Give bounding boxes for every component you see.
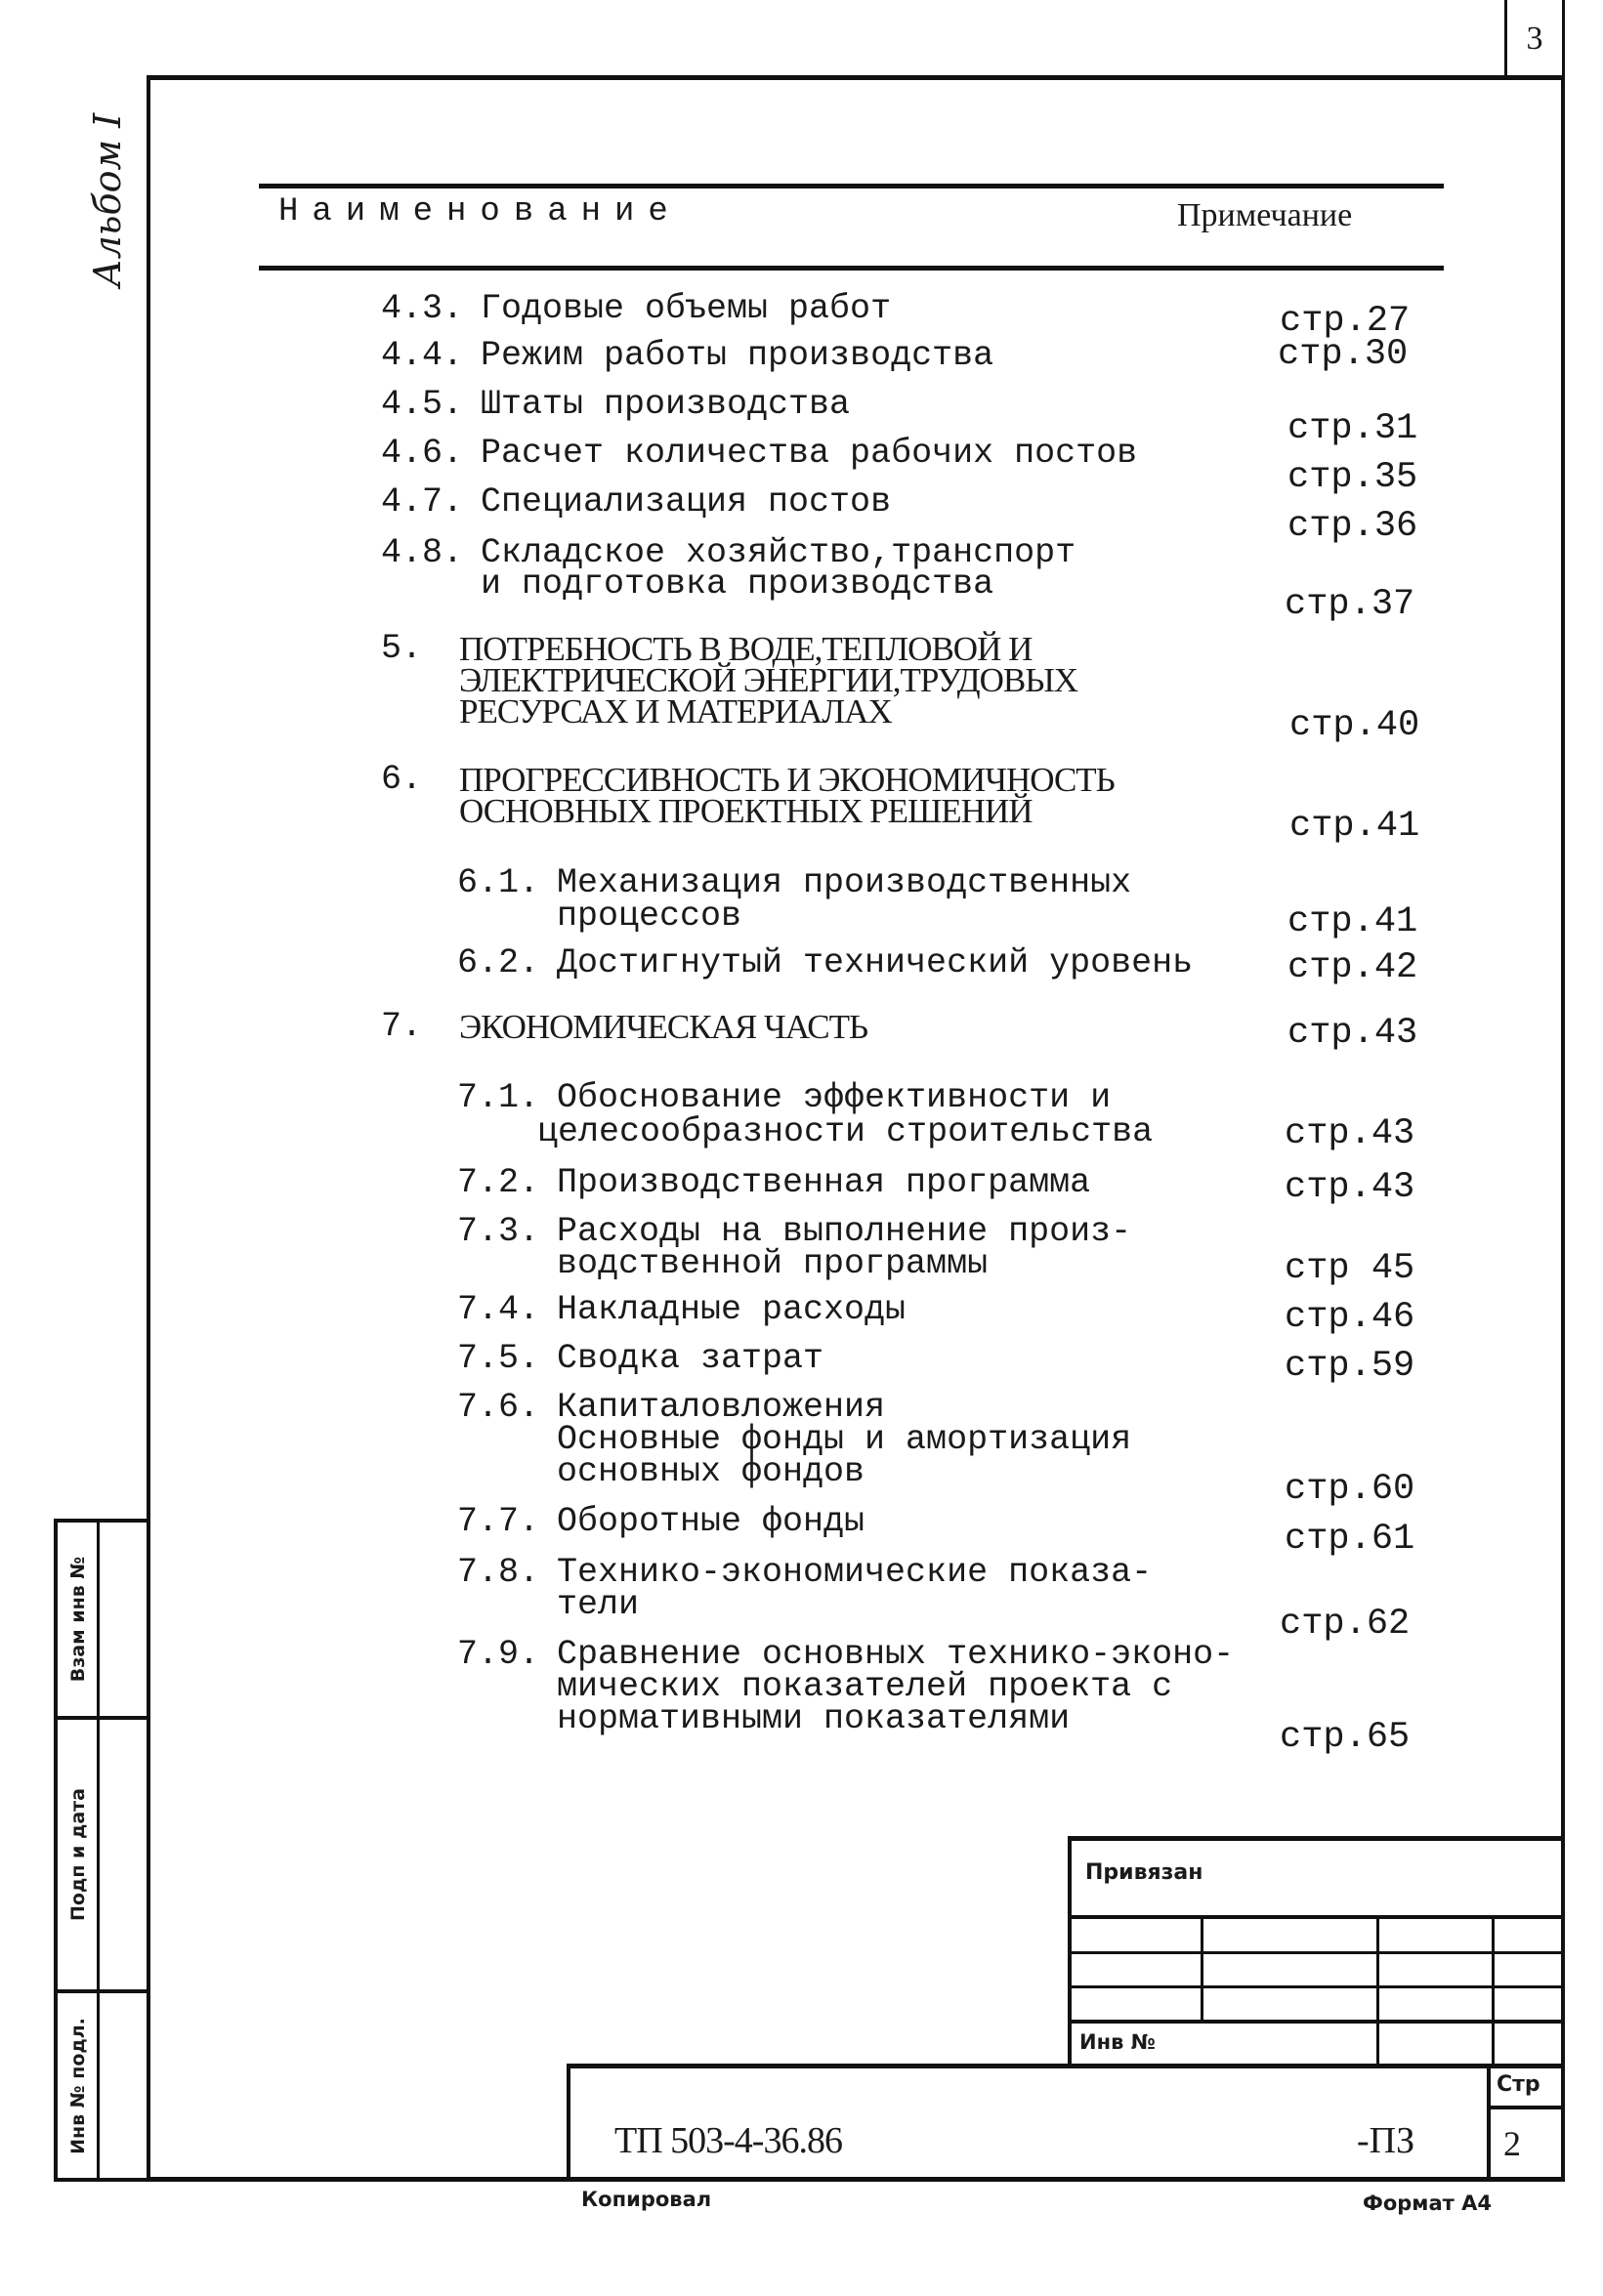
toc-entry-title: ОСНОВНЫХ ПРОЕКТНЫХ РЕШЕНИЙ [459,792,1033,830]
toc-entry-title: Накладные расходы [557,1290,907,1329]
toc-entry-number: 6.2. [457,943,540,982]
toc-entry-title: Расходы на выполнение произ- [557,1212,1132,1251]
toc-entry-page: стр.30 [1278,334,1409,375]
toc-entry-number: 4.8. [381,533,464,572]
toc-entry-page: стр.59 [1285,1346,1415,1387]
toc-entry-title: Годовые объемы работ [481,289,892,328]
toc-entry-page: стр.43 [1287,1013,1418,1054]
grid-line [1487,2068,1491,2182]
toc-entry-number: 7.4. [457,1290,540,1329]
toc-entry-page: стр.27 [1280,301,1411,342]
toc-entry-title: Расчет количества рабочих постов [481,434,1138,473]
toc-entry-page: стр.35 [1287,457,1418,498]
page-label: Стр [1497,2072,1540,2097]
title-block-attached [1068,1836,1565,2066]
toc-entry-number: 4.3. [381,289,464,328]
toc-entry-title: Складское хозяйство,транспорт [481,533,1076,572]
toc-entry-page: стр 45 [1285,1248,1415,1289]
toc-entry-title: ПРОГРЕССИВНОСТЬ И ЭКОНОМИЧНОСТЬ [459,761,1115,799]
grid-line [1376,1917,1379,2066]
toc-entry-number: 7.7. [457,1502,540,1541]
toc-entry-title: и подготовка производства [481,564,994,604]
toc-entry-number: 7.9. [457,1635,540,1674]
stamp-field-sign-date [60,1720,97,1989]
stamp-divider [97,1523,100,2178]
toc-entry-title: Сводка затрат [557,1339,824,1378]
toc-entry-number: 4.4. [381,336,464,375]
toc-entry-number: 7.5. [457,1339,540,1378]
document-code: ТП 503-4-36.86 [614,2120,842,2161]
toc-entry-title: РЕСУРСАХ И МАТЕРИАЛАХ [459,692,892,731]
toc-entry-title: Основные фонды и амортизация [557,1420,1132,1459]
toc-entry-number: 7.3. [457,1212,540,1251]
header-top-rule [259,184,1444,188]
toc-entry-number: 7.6. [457,1388,540,1427]
toc-entry-page: стр.46 [1285,1297,1415,1338]
stamp-label: Подп и дата [67,1788,89,1921]
toc-entry-page: стр.36 [1287,506,1418,547]
toc-entry-page: стр.37 [1285,584,1415,625]
copied-label: Копировал [581,2188,712,2211]
stamp-label: Инв № подл. [67,2018,89,2154]
toc-entry-page: стр.43 [1285,1113,1415,1154]
toc-entry-title: процессов [557,897,742,936]
grid-line [1492,1917,1495,2066]
column-header-name: Наименование [278,193,682,230]
toc-entry-number: 6.1. [457,863,540,902]
toc-entry-page: стр.62 [1280,1604,1411,1645]
toc-entry-title: Достигнутый технический уровень [557,943,1194,982]
toc-entry-title: Капиталовложения [557,1388,886,1427]
toc-entry-page: стр.41 [1287,901,1418,942]
toc-entry-page: стр.61 [1285,1519,1415,1560]
toc-entry-page: стр.41 [1289,806,1420,847]
toc-entry-number: 4.6. [381,434,464,473]
toc-entry-number: 7. [381,1007,423,1046]
grid-line [1487,2106,1565,2109]
toc-entry-number: 6. [381,760,423,799]
toc-entry-title: Оборотные фонды [557,1502,865,1541]
title-block-main [567,2064,1565,2182]
toc-entry-page: стр.40 [1289,705,1420,746]
toc-entry-title: основных фондов [557,1452,865,1491]
sheet-number: 3 [1526,21,1543,57]
toc-entry-number: 7.1. [457,1078,540,1117]
sheet-number-box [1504,0,1565,78]
toc-entry-title: ПОТРЕБНОСТЬ В ВОДЕ,ТЕПЛОВОЙ И [459,630,1033,668]
document-suffix: -ПЗ [1357,2120,1415,2161]
toc-entry-title: Специализация постов [481,482,892,522]
album-label-text: Альбом I [86,112,129,288]
toc-entry-page: стр.43 [1285,1167,1415,1208]
toc-entry-number: 4.5. [381,385,464,424]
toc-entry-title: целесообразности строительства [537,1112,1154,1151]
page-number: 2 [1503,2124,1521,2163]
toc-entry-number: 4.7. [381,482,464,522]
toc-entry-title: Производственная программа [557,1163,1091,1202]
toc-entry-title: водственной программы [557,1244,989,1283]
attached-label: Привязан [1085,1860,1203,1885]
toc-entry-title: нормативными показателями [557,1699,1071,1738]
stamp-label: Взам инв № [67,1556,89,1683]
toc-entry-number: 7.2. [457,1163,540,1202]
album-label [73,93,142,308]
toc-entry-title: мических показателей проекта с [557,1667,1173,1706]
column-header-note: Примечание [1177,197,1353,233]
toc-entry-title: Штаты производства [481,385,851,424]
toc-entry-page: стр.60 [1285,1469,1415,1510]
toc-entry-number: 5. [381,629,423,668]
toc-entry-title: Сравнение основных технико-эконо- [557,1635,1235,1674]
toc-entry-title: Обоснование эффективности и [557,1078,1112,1117]
inv-no-label: Инв № [1079,2030,1156,2054]
stamp-field-vzam-inv [60,1523,97,1716]
toc-entry-page: стр.42 [1287,947,1418,988]
toc-entry-page: стр.65 [1280,1717,1411,1758]
toc-entry-title: Механизация производственных [557,863,1132,902]
toc-entry-title: Режим работы производства [481,336,994,375]
toc-entry-title: Технико-экономические показа- [557,1553,1153,1592]
left-stamp [54,1519,147,2182]
stamp-field-inv-orig [60,1993,97,2179]
grid-line [1201,1917,1203,2022]
format-label: Формат А4 [1363,2192,1492,2215]
toc-entry-page: стр.31 [1287,408,1418,449]
toc-entry-title: ЭКОНОМИЧЕСКАЯ ЧАСТЬ [459,1008,868,1046]
toc-entry-number: 7.8. [457,1553,540,1592]
header-bottom-rule [259,266,1444,271]
toc-entry-title: ЭЛЕКТРИЧЕСКОЙ ЭНЕРГИИ,ТРУДОВЫХ [459,661,1078,699]
toc-entry-title: тели [557,1585,640,1624]
